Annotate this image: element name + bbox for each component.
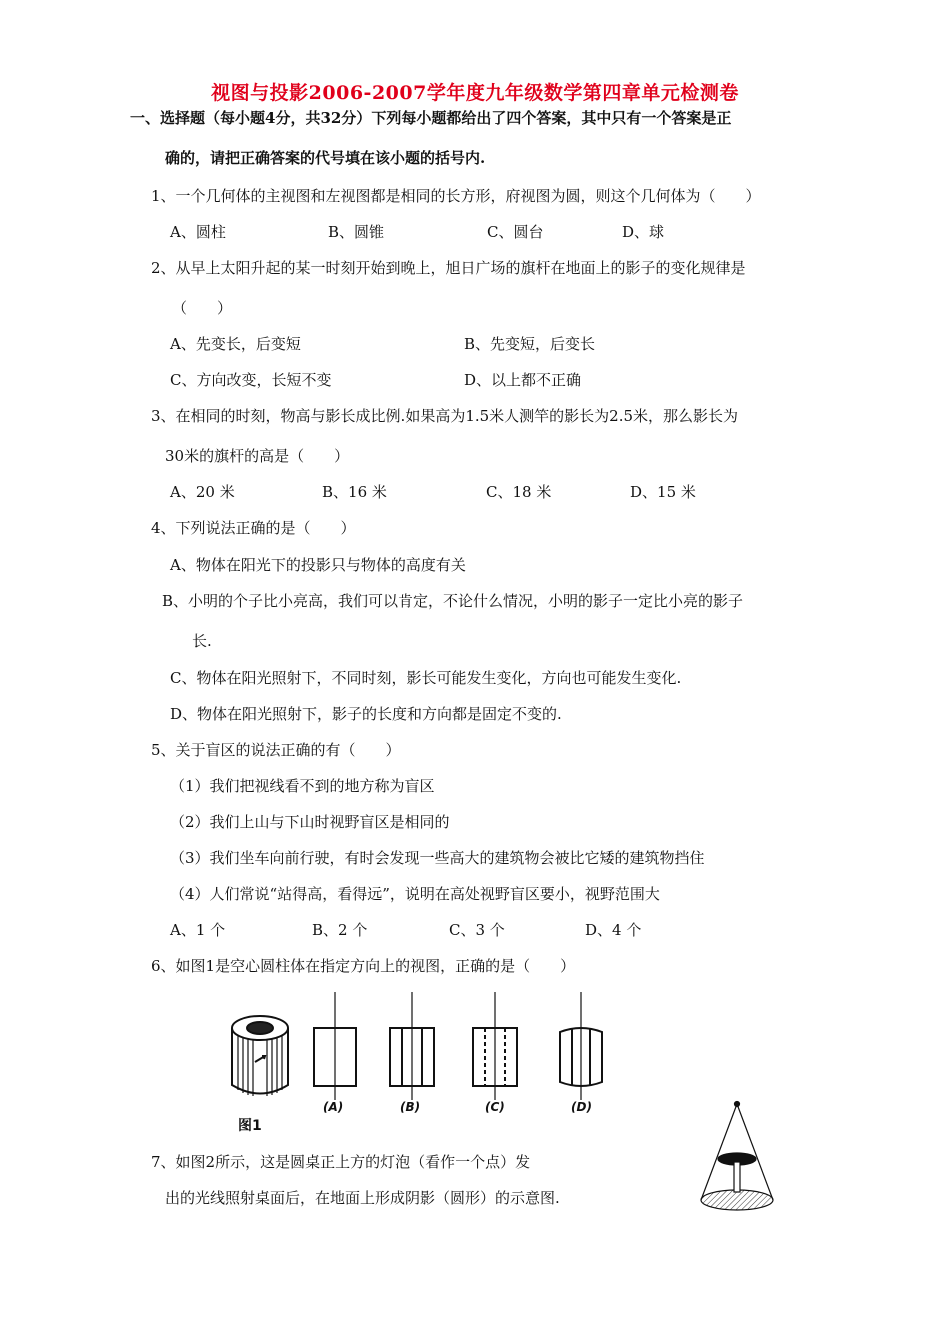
hollow-cylinder-drawing [232, 1016, 288, 1096]
q1-option-a: A、圆柱 [170, 223, 226, 241]
q7-stem-line2: 出的光线照射桌面后，在地面上形成阴影（圆形）的示意图. [165, 1189, 560, 1207]
q2-option-b: B、先变短，后变长 [464, 335, 596, 353]
q1-stem: 1、一个几何体的主视图和左视图都是相同的长方形，府视图为圆，则这个几何体为（ ） [151, 187, 761, 205]
q2-option-a: A、先变长，后变短 [170, 335, 301, 353]
q2-stem-line2: （ ） [172, 299, 233, 317]
section1-line2: 确的，请把正确答案的代号填在该小题的括号内. [165, 149, 486, 167]
q5-item-1: （1）我们把视线看不到的地方称为盲区 [170, 777, 435, 795]
q5-option-d: D、4 个 [585, 921, 642, 939]
q4-option-b-line2: 长. [192, 632, 212, 650]
q7-stem-line1: 7、如图2所示，这是圆桌正上方的灯泡（看作一个点）发 [151, 1153, 531, 1171]
q5-option-b: B、2 个 [312, 921, 368, 939]
q1-option-d: D、球 [622, 223, 665, 241]
q5-item-3: （3）我们坐车向前行驶，有时会发现一些高大的建筑物会被比它矮的建筑物挡住 [170, 849, 705, 867]
q3-stem-line1: 3、在相同的时刻，物高与影长成比例.如果高为1.5米人测竿的影长为2.5米，那么影长为 [151, 407, 739, 425]
q5-option-c: C、3 个 [449, 921, 505, 939]
q3-option-b: B、16 米 [322, 483, 387, 501]
q5-stem: 5、关于盲区的说法正确的有（ ） [151, 741, 401, 759]
page-title: 视图与投影2006-2007学年度九年级数学第四章单元检测卷 [211, 82, 739, 104]
caption-c: (C) [485, 1100, 505, 1114]
view-a-drawing [314, 992, 356, 1100]
q6-stem: 6、如图1是空心圆柱体在指定方向上的视图，正确的是（ ） [151, 957, 576, 975]
q3-option-a: A、20 米 [170, 483, 235, 501]
caption-a: (A) [323, 1100, 344, 1114]
q2-stem-line1: 2、从早上太阳升起的某一时刻开始到晚上，旭日广场的旗杆在地面上的影子的变化规律是 [151, 259, 746, 277]
caption-b: (B) [400, 1100, 421, 1114]
q5-option-a: A、1 个 [170, 921, 226, 939]
q3-option-d: D、15 米 [630, 483, 696, 501]
view-b-drawing [390, 992, 434, 1100]
lamp-cone-drawing [701, 1102, 773, 1211]
q1-option-b: B、圆锥 [328, 223, 385, 241]
view-d-drawing [560, 992, 602, 1100]
q4-option-c: C、物体在阳光照射下，不同时刻，影长可能发生变化，方向也可能发生变化. [170, 669, 682, 687]
caption-d: (D) [571, 1100, 592, 1114]
section1-line1: 一、选择题（每小题4分，共32分）下列每小题都给出了四个答案，其中只有一个答案是正 [130, 109, 732, 127]
q5-item-4: （4）人们常说“站得高，看得远”，说明在高处视野盲区要小，视野范围大 [170, 885, 660, 903]
figure-2 [695, 1092, 795, 1222]
q4-option-b-line1: B、小明的个子比小亮高，我们可以肯定，不论什么情况，小明的影子一定比小亮的影子 [162, 592, 744, 610]
q5-item-2: （2）我们上山与下山时视野盲区是相同的 [170, 813, 450, 831]
q4-option-d: D、物体在阳光照射下，影子的长度和方向都是固定不变的. [170, 705, 562, 723]
q2-option-c: C、方向改变，长短不变 [170, 371, 332, 389]
view-c-drawing [473, 992, 517, 1100]
q4-option-a: A、物体在阳光下的投影只与物体的高度有关 [170, 556, 466, 574]
figure-1-label: 图1 [238, 1118, 262, 1134]
q4-stem: 4、下列说法正确的是（ ） [151, 519, 356, 537]
q3-option-c: C、18 米 [486, 483, 552, 501]
q2-option-d: D、以上都不正确 [464, 371, 582, 389]
q1-option-c: C、圆台 [487, 223, 544, 241]
q3-stem-line2: 30米的旗杆的高是（ ） [165, 447, 350, 465]
